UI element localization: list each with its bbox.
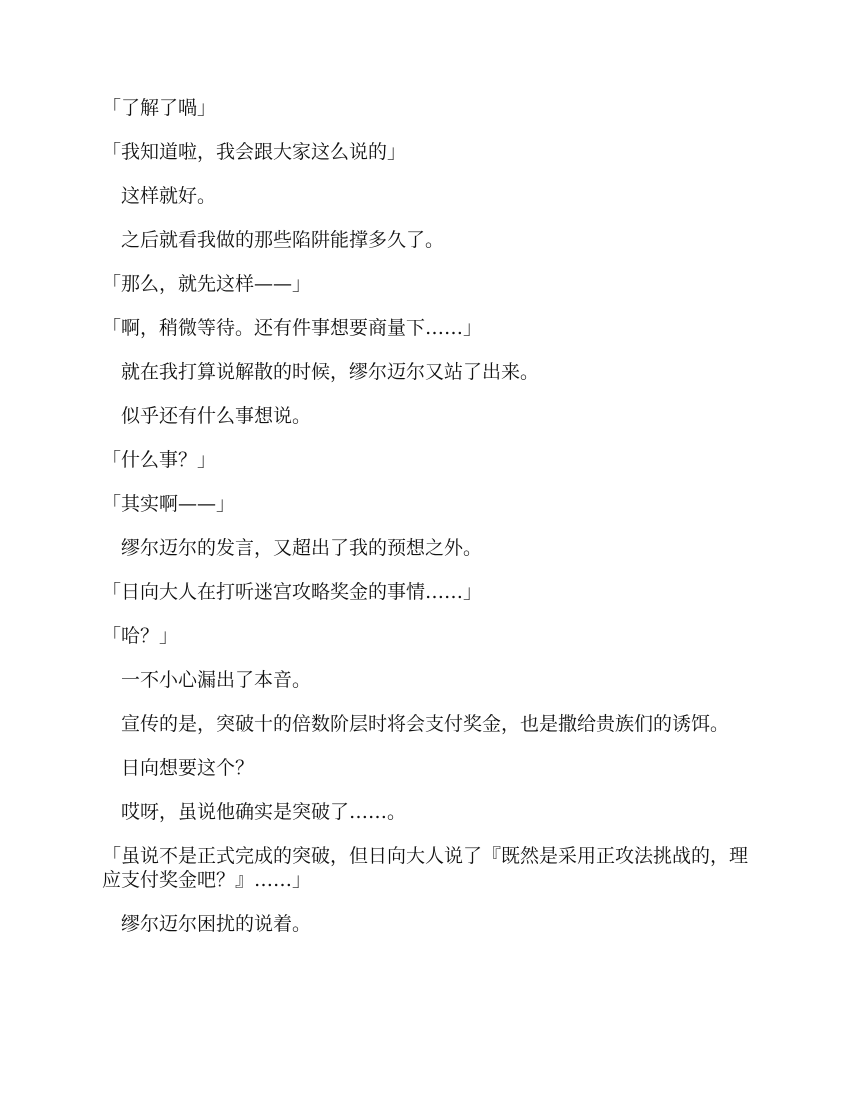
- paragraph-18: 「虽说不是正式完成的突破，但日向大人说了『既然是采用正攻法挑战的，理应支付奖金吧？』……」: [102, 845, 749, 891]
- paragraph-14: 一不小心漏出了本音。: [102, 669, 312, 691]
- paragraph-10: 「其实啊——」: [102, 493, 236, 515]
- paragraph-6: 「啊，稍微等待。还有件事想要商量下……」: [102, 317, 483, 339]
- paragraph-17: 哎呀，虽说他确实是突破了……。: [102, 801, 407, 823]
- paragraph-4: 之后就看我做的那些陷阱能撑多久了。: [102, 229, 445, 251]
- paragraph-5: 「那么，就先这样——」: [102, 273, 312, 295]
- paragraph-8: 似乎还有什么事想说。: [102, 405, 312, 427]
- paragraph-11: 缪尔迈尔的发言，又超出了我的预想之外。: [102, 537, 483, 559]
- paragraph-15: 宣传的是，突破十的倍数阶层时将会支付奖金，也是撒给贵族们的诱饵。: [102, 713, 730, 735]
- paragraph-19: 缪尔迈尔困扰的说着。: [102, 913, 312, 935]
- paragraph-3: 这样就好。: [102, 185, 217, 207]
- paragraph-7: 就在我打算说解散的时候，缪尔迈尔又站了出来。: [102, 361, 540, 383]
- paragraph-12: 「日向大人在打听迷宫攻略奖金的事情……」: [102, 581, 483, 603]
- paragraph-2: 「我知道啦，我会跟大家这么说的」: [102, 141, 407, 163]
- paragraph-1: 「了解了喎」: [102, 97, 217, 119]
- paragraph-13: 「哈？」: [102, 625, 179, 647]
- document-body: [102, 96, 752, 956]
- paragraph-16: 日向想要这个？: [102, 757, 255, 779]
- paragraph-9: 「什么事？」: [102, 449, 217, 471]
